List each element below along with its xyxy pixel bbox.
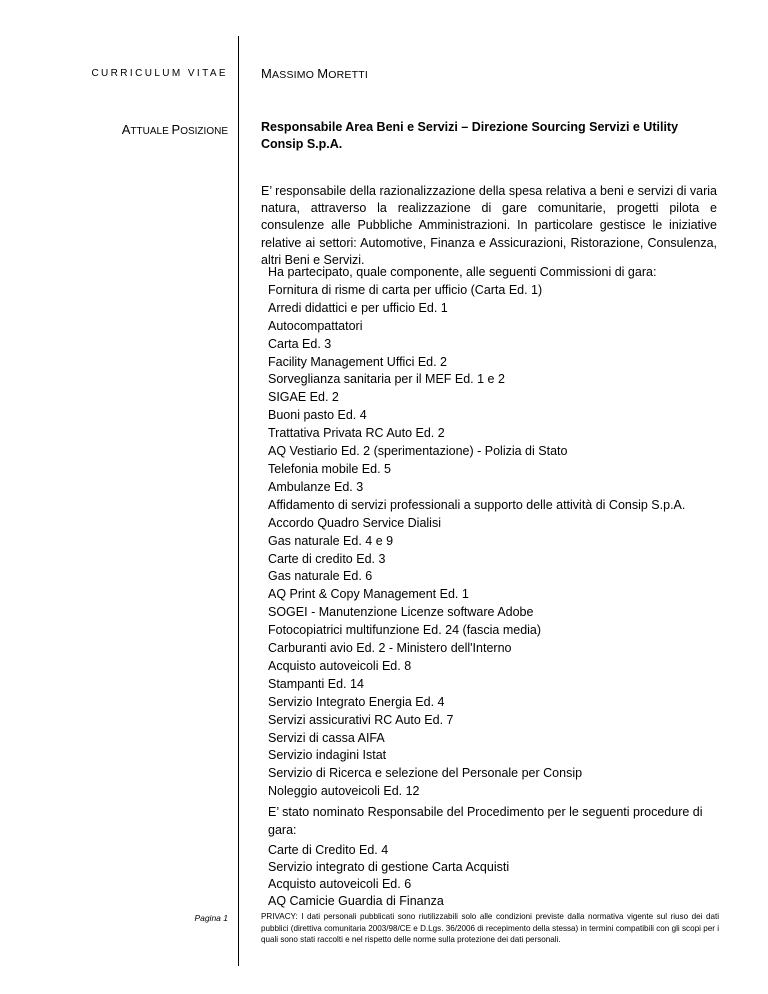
list-item: Arredi didattici e per ufficio Ed. 1	[268, 300, 448, 315]
list-item: Stampanti Ed. 14	[268, 676, 364, 691]
list-item: Sorveglianza sanitaria per il MEF Ed. 1 e 2	[268, 372, 505, 387]
list-item: SOGEI - Manutenzione Licenze software Adobe	[268, 605, 534, 620]
list-item: Servizi assicurativi RC Auto Ed. 7	[268, 712, 454, 727]
privacy-notice: PRIVACY: I dati personali pubblicati sono riutilizzabili solo alle condizioni previste dalla normativa vigente sul riuso dei dati pubblici (direttiva comunitaria 2003/98/CE e D.Lgs. 36/2006 di recepimento della stessa) in termini compatibili con gli scopi per i quali sono stati raccolti e nel rispetto delle norme sulla protezione dei dati personali.	[261, 912, 719, 945]
last-name-initial: M	[317, 66, 329, 81]
list-item: Carte di Credito Ed. 4	[268, 843, 389, 857]
first-name-initial: M	[261, 66, 273, 81]
first-name-rest: ASSIMO	[272, 69, 318, 81]
column-divider	[238, 36, 239, 966]
list-item: Gas naturale Ed. 6	[268, 569, 373, 584]
list-item: Telefonia mobile Ed. 5	[268, 461, 391, 476]
list-item: Fornitura di risme di carta per ufficio (Carta Ed. 1)	[268, 282, 543, 297]
list-item: Autocompattatori	[268, 318, 363, 333]
list-item: Servizi di cassa AIFA	[268, 730, 385, 745]
list-item: Buoni pasto Ed. 4	[268, 408, 367, 423]
role-title	[261, 119, 721, 153]
position-label-rest-p: OSIZIONE	[180, 126, 228, 137]
list-item: Facility Management Uffici Ed. 2	[268, 354, 448, 369]
list-item: AQ Print & Copy Management Ed. 1	[268, 587, 469, 602]
commissions-intro: Ha partecipato, quale componente, alle seguenti Commissioni di gara:	[268, 265, 657, 279]
list-item: Affidamento di servizi professionali a supporto delle attività di Consip S.p.A.	[268, 497, 686, 512]
role-description: E’ responsabile della razionalizzazione della spesa relativa a beni e servizi di varia natura, attraverso la realizzazione di gare comunitarie, progetti pilota e consulenze alle Pubbliche Amministrazioni. In particolare gestisce le iniziative relative ai settori: Automotive, Finanza e Assicurazioni, Ristorazione, Consulenza, altri Beni e Servizi.	[261, 184, 717, 267]
commissions-list	[268, 282, 728, 801]
list-item: Servizio indagini Istat	[268, 748, 387, 763]
list-item: Accordo Quadro Service Dialisi	[268, 515, 441, 530]
person-name	[261, 66, 368, 81]
position-label-initial-a: A	[121, 122, 131, 137]
list-item: SIGAE Ed. 2	[268, 390, 339, 405]
page-number: Pagina 1	[194, 913, 228, 923]
rup-list	[268, 842, 728, 910]
commissions-section	[268, 264, 728, 801]
list-item: Servizio di Ricerca e selezione del Personale per Consip	[268, 766, 583, 781]
list-item: Servizio integrato di gestione Carta Acquisti	[268, 860, 510, 874]
list-item: AQ Vestiario Ed. 2 (sperimentazione) - Polizia di Stato	[268, 444, 568, 459]
position-label-initial-p: P	[171, 122, 181, 137]
role-line-2: Consip S.p.A.	[261, 137, 343, 151]
list-item: Acquisto autoveicoli Ed. 6	[268, 877, 412, 891]
list-item: Fotocopiatrici multifunzione Ed. 24 (fascia media)	[268, 623, 542, 638]
list-item: Ambulanze Ed. 3	[268, 479, 364, 494]
list-item: Carta Ed. 3	[268, 336, 332, 351]
curriculum-vitae-label: CURRICULUM VITAE	[91, 68, 228, 79]
list-item: Carte di credito Ed. 3	[268, 551, 386, 566]
list-item: AQ Camicie Guardia di Finanza	[268, 894, 444, 908]
list-item: Gas naturale Ed. 4 e 9	[268, 533, 394, 548]
list-item: Acquisto autoveicoli Ed. 8	[268, 658, 412, 673]
last-name-rest: ORETTI	[328, 69, 368, 81]
position-label-rest-a: TTUALE	[130, 126, 172, 137]
list-item: Carburanti avio Ed. 2 - Ministero dell'Interno	[268, 641, 512, 656]
current-position-label	[122, 122, 228, 137]
list-item: Trattativa Privata RC Auto Ed. 2	[268, 426, 445, 441]
list-item: Servizio Integrato Energia Ed. 4	[268, 694, 445, 709]
rup-intro: E’ stato nominato Responsabile del Procedimento per le seguenti procedure di gara:	[268, 805, 703, 837]
list-item: Noleggio autoveicoli Ed. 12	[268, 784, 420, 799]
role-line-1: Responsabile Area Beni e Servizi – Direzione Sourcing Servizi e Utility	[261, 120, 679, 134]
